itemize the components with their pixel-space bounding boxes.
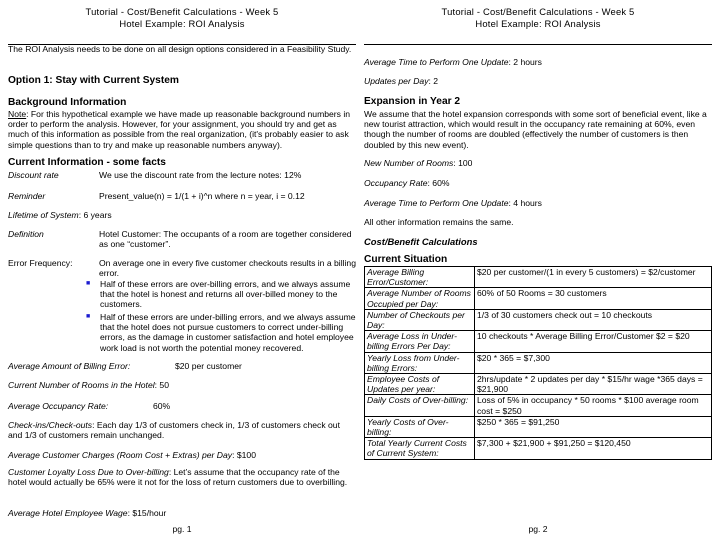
table-cell-label: Average Loss in Under-billing Errors Per Day:: [365, 331, 475, 352]
loyalty-label: Customer Loyalty Loss Due to Over-billing: [8, 467, 169, 477]
discount-label: Discount rate: [8, 170, 59, 180]
table-cell-label: Number of Checkouts per Day:: [365, 309, 475, 330]
charges-value: : $100: [232, 450, 256, 460]
page-2: [364, 0, 712, 557]
updates-per-day-label: Updates per Day: [364, 76, 429, 86]
definition-value: Hotel Customer: The occupants of a room are together considered as one “customer”.: [99, 229, 352, 250]
table-cell-value: 60% of 50 Rooms = 30 customers: [475, 288, 712, 309]
error-label: Error Frequency:: [8, 258, 73, 268]
calculation-table: [364, 266, 712, 460]
table-row: [365, 267, 712, 288]
table-cell-value: $20 * 365 = $7,300: [475, 352, 712, 373]
background-heading: Background Information: [8, 97, 127, 108]
expansion-heading: Expansion in Year 2: [364, 96, 461, 107]
checkins-label: Check-ins/Check-outs: [8, 420, 93, 430]
discount-row: [8, 170, 356, 180]
bullet-square-icon: ■: [86, 280, 91, 287]
rooms-label: Current Number of Rooms in the Hotel: [8, 380, 155, 390]
reminder-value: Present_value(n) = 1/(1 + i)^n where n = year, i = 0.12: [99, 191, 305, 201]
avg-billing-value: $20 per customer: [175, 361, 242, 371]
table-cell-value: Loss of 5% in occupancy * 50 rooms * $100 average room cost = $250: [475, 395, 712, 416]
table-cell-value: $250 * 365 = $91,250: [475, 416, 712, 437]
bullet-item: [8, 279, 356, 310]
page-number: pg. 2: [528, 524, 548, 534]
error-value: On average one in every five customer checkouts results in a billing error.: [99, 258, 356, 279]
occupancy-label: Average Occupancy Rate:: [8, 401, 109, 411]
new-rooms-label: New Number of Rooms: [364, 158, 454, 168]
occupancy-rate-label: Occupancy Rate: [364, 178, 428, 188]
charges-label: Average Customer Charges (Room Cost + Extras) per Day: [8, 450, 233, 460]
bullet-square-icon: ■: [86, 313, 91, 320]
charges-row: [8, 450, 356, 460]
reminder-label: Reminder: [8, 191, 46, 201]
table-cell-label: Average Billing Error/Customer:: [365, 267, 475, 288]
table-cell-value: 10 checkouts * Average Billing Error/Customer $2 = $20: [475, 331, 712, 352]
table-cell-label: Average Number of Rooms Occupied per Day:: [365, 288, 475, 309]
header-subtitle: Hotel Example: ROI Analysis: [475, 18, 601, 29]
table-row: [365, 331, 712, 352]
update-time-2-value: : 4 hours: [508, 198, 542, 208]
reminder-row: [8, 191, 356, 201]
lifetime-label: Lifetime of System: [8, 210, 79, 220]
cost-benefit-heading: Cost/Benefit Calculations: [364, 236, 478, 247]
update-time-value: : 2 hours: [508, 57, 542, 67]
avg-billing-row: [8, 361, 356, 371]
page-number: pg. 1: [172, 524, 192, 534]
update-time-row: [364, 57, 712, 67]
bullet-item: [8, 312, 356, 353]
occupancy-rate-row: [364, 178, 712, 188]
page-1: [8, 0, 356, 557]
error-row: [8, 258, 356, 278]
table-cell-label: Employee Costs of Updates per year:: [365, 374, 475, 395]
table-cell-value: 1/3 of 30 customers check out = 10 checkouts: [475, 309, 712, 330]
new-rooms-row: [364, 158, 712, 168]
table-row: [365, 374, 712, 395]
table-cell-label: Yearly Costs of Over-billing:: [365, 416, 475, 437]
avg-billing-label: Average Amount of Billing Error:: [8, 361, 131, 371]
bullet-text: Half of these errors are over-billing errors, and we always assume that the hotel is honest and returns all over-billed money to the customers.: [100, 279, 351, 310]
rooms-value: : 50: [154, 380, 169, 390]
table-cell-label: Yearly Loss from Under-billing Errors:: [365, 352, 475, 373]
loyalty-row: [8, 467, 356, 487]
remains-text: All other information remains the same.: [364, 217, 514, 227]
new-rooms-value: : 100: [453, 158, 473, 168]
checkins-value: : Each day 1/3 of customers check in, 1/3 of customers check out and 1/3 of customers remain unchanged.: [8, 420, 340, 441]
table-row: [365, 309, 712, 330]
updates-per-day-value: : 2: [428, 76, 439, 86]
header-title: Tutorial - Cost/Benefit Calculations - Week 5: [85, 6, 279, 17]
update-time-2-row: [364, 198, 712, 208]
header-title: Tutorial - Cost/Benefit Calculations - Week 5: [441, 6, 635, 17]
table-cell-value: $7,300 + $21,900 + $91,250 = $120,450: [475, 438, 712, 459]
loyalty-value: : Let’s assume that the occupancy rate of the hotel would actually be 65% were it not for the loss of return customers due to overbilling.: [8, 467, 348, 488]
table-row: [365, 288, 712, 309]
definition-row: [8, 229, 356, 249]
note-label: Note: [8, 109, 27, 119]
note-paragraph: [8, 109, 356, 150]
header-subtitle: Hotel Example: ROI Analysis: [119, 18, 245, 29]
definition-label: Definition: [8, 229, 44, 239]
rooms-row: [8, 380, 356, 390]
update-time-2-label: Average Time to Perform One Update: [364, 198, 509, 208]
page-header: [8, 0, 356, 45]
lifetime-row: [8, 210, 356, 220]
wage-value: : $15/hour: [127, 508, 167, 518]
wage-label: Average Hotel Employee Wage: [8, 508, 128, 518]
table-row: [365, 395, 712, 416]
current-info-heading: Current Information - some facts: [8, 157, 166, 168]
intro-text: The ROI Analysis needs to be done on all design options considered in a Feasibility Study.: [8, 44, 352, 54]
occupancy-row: [8, 401, 356, 411]
option-heading: Option 1: Stay with Current System: [8, 75, 179, 86]
occupancy-value: 60%: [153, 401, 171, 411]
current-situation-heading: Current Situation: [364, 254, 448, 265]
table-row: [365, 416, 712, 437]
table-cell-value: $20 per customer/(1 in every 5 customers) = $2/customer: [475, 267, 712, 288]
note-text: : For this hypothetical example we have made up reasonable background numbers in order to perform the analysis. However, for your assignment, you should try and get as much of this information as possible from the real organization, (it's probably easier to ask simple questions than to try and make up reasonable numbers anyway).: [8, 109, 351, 150]
page-header: [364, 0, 712, 45]
wage-row: [8, 508, 356, 518]
checkins-row: [8, 420, 356, 440]
table-row: [365, 352, 712, 373]
updates-per-day-row: [364, 76, 712, 86]
expansion-text: We assume that the hotel expansion corresponds with some sort of beneficial event, like a new tourist attraction, which would result in the occupancy rate remaining at 60%, even though the number of rooms are doubled (effectively the number of customers is then doubled by this new event).: [364, 109, 707, 150]
table-row: [365, 438, 712, 459]
update-time-label: Average Time to Perform One Update: [364, 57, 509, 67]
table-cell-label: Daily Costs of Over-billing:: [365, 395, 475, 416]
occupancy-rate-value: : 60%: [427, 178, 450, 188]
table-cell-value: 2hrs/update * 2 updates per day * $15/hr wage *365 days = $21,900: [475, 374, 712, 395]
table-cell-label: Total Yearly Current Costs of Current System:: [365, 438, 475, 459]
bullet-text: Half of these errors are under-billing errors, and we always assume that the hotel does not pursue customers to correct under-billing errors, as the damage in customer satisfaction and hotel employee work load is not worth the potential money recovered.: [100, 312, 356, 353]
lifetime-value: : 6 years: [78, 210, 112, 220]
discount-value: We use the discount rate from the lecture notes: 12%: [99, 170, 302, 180]
